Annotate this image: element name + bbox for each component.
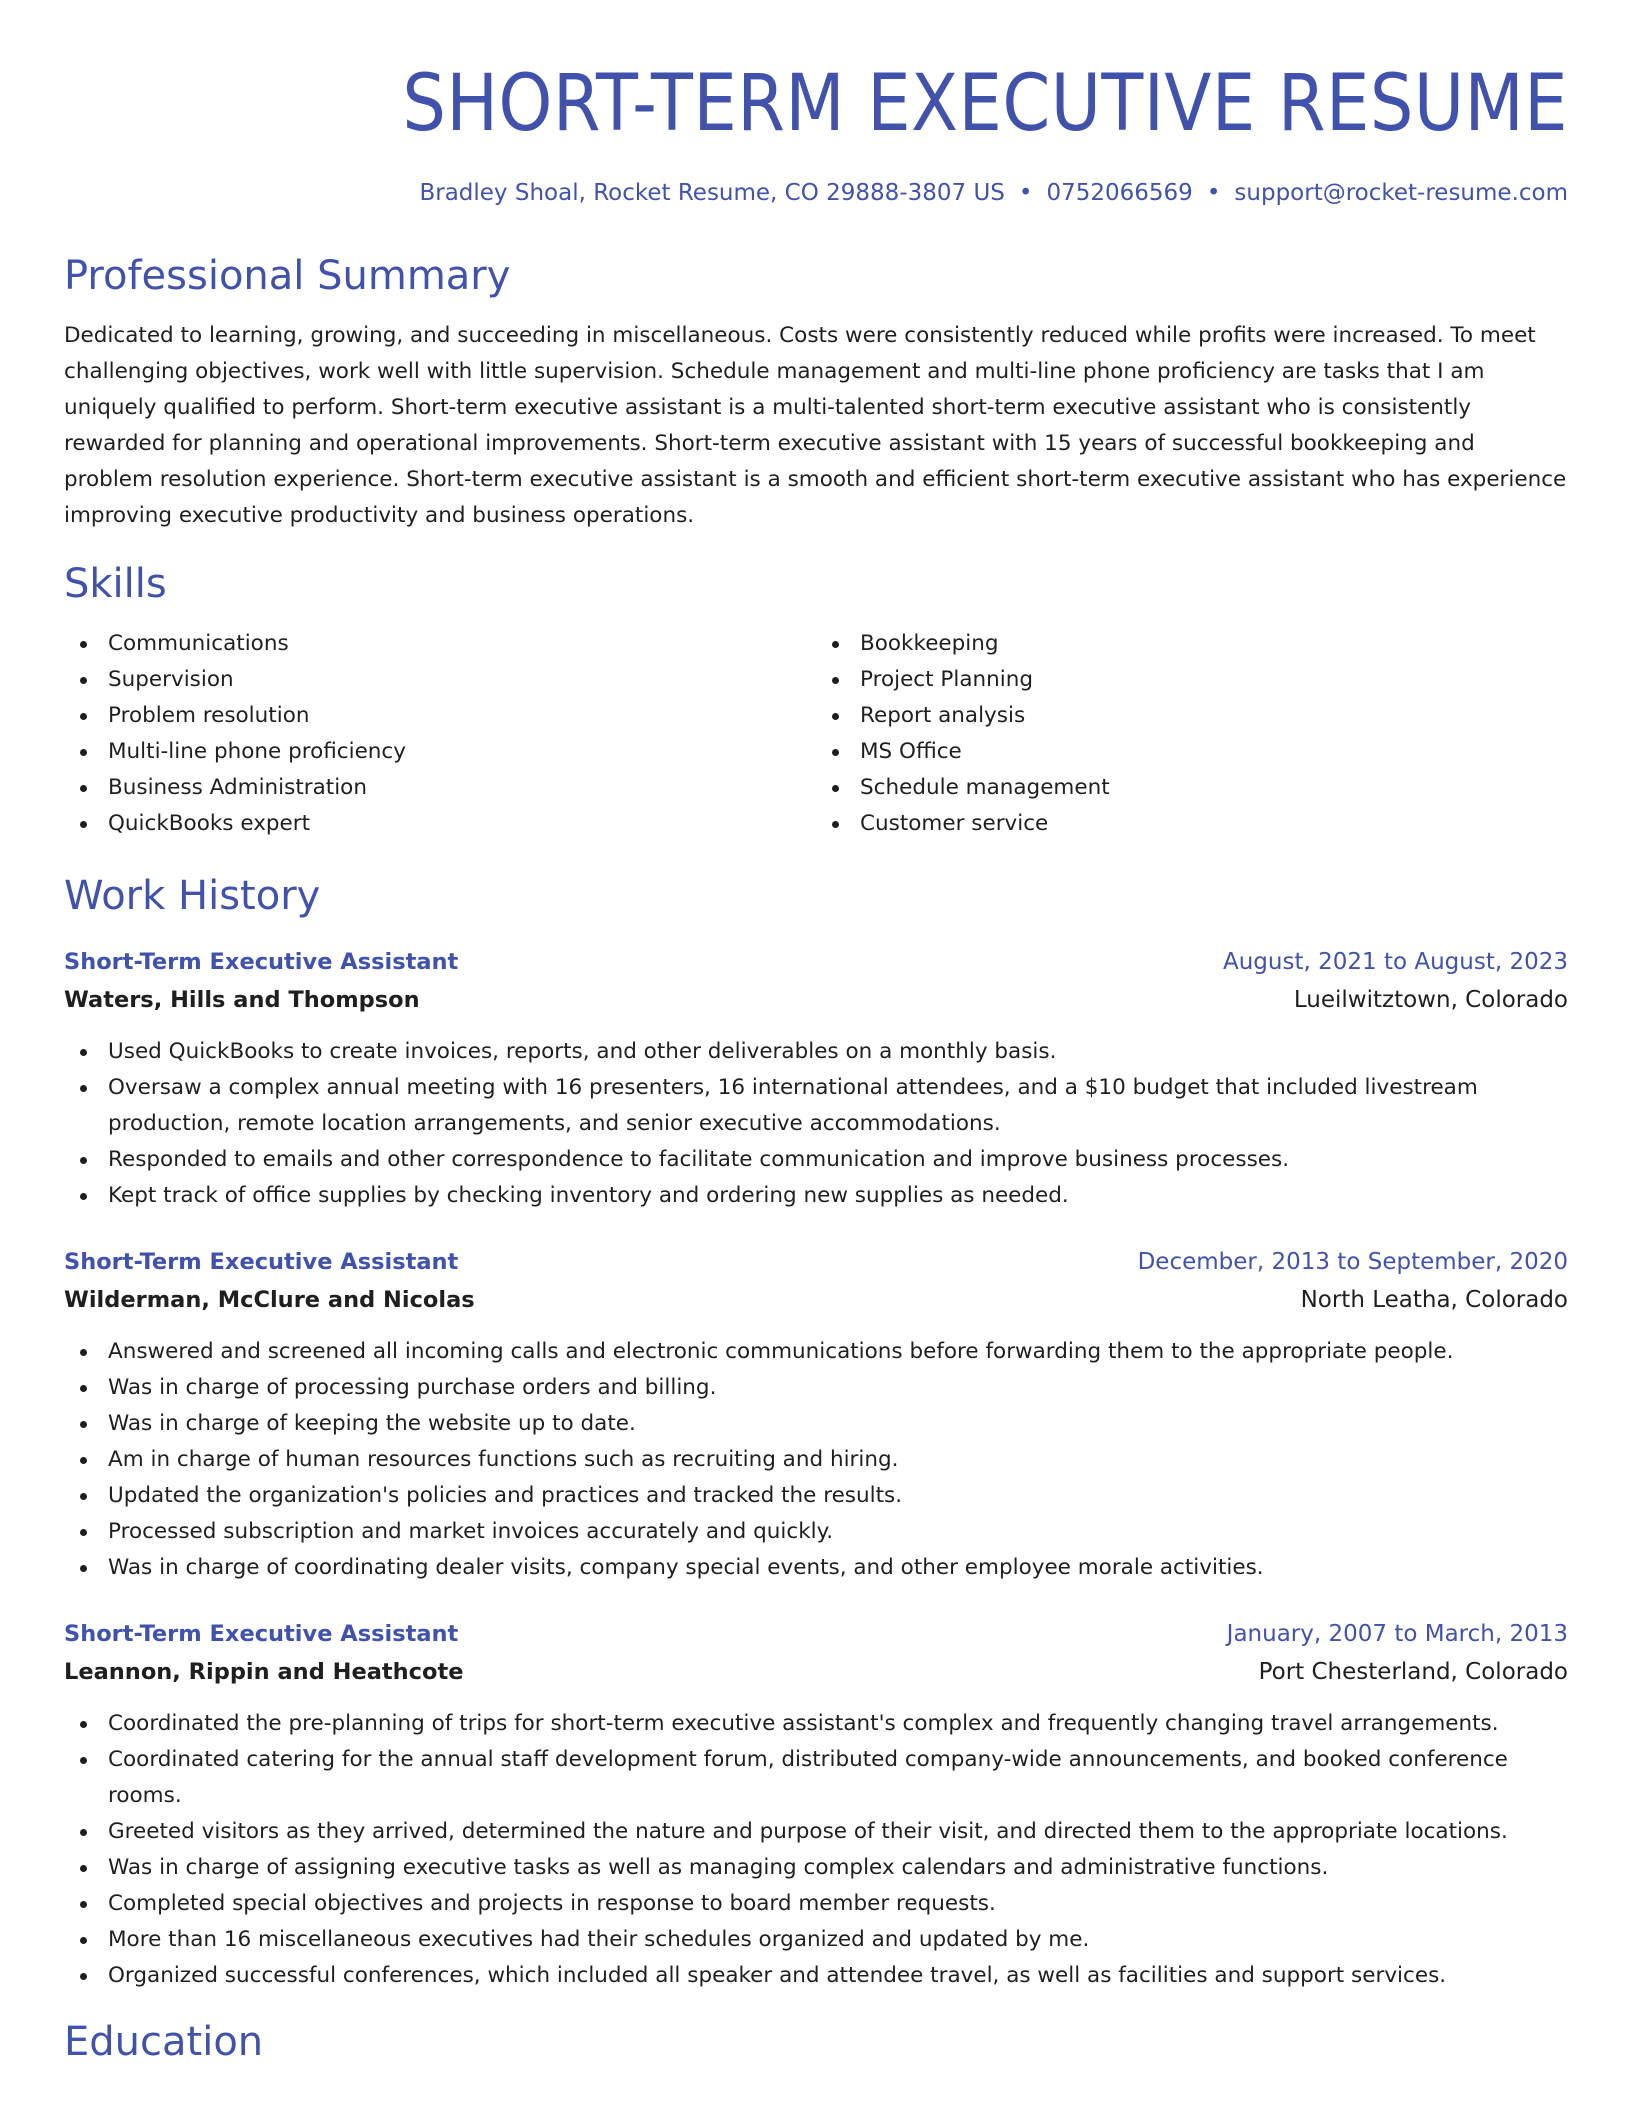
job-dates: December, 2013 to September, 2020 [1137, 1249, 1568, 1275]
skill-item: Report analysis [816, 698, 1568, 734]
resume-title: SHORT-TERM EXECUTIVE RESUME [402, 59, 1568, 149]
job-company-row [64, 1280, 1568, 1320]
skills-column-right [816, 626, 1568, 842]
contact-phone[interactable]: 0752066569 [1046, 180, 1193, 206]
summary-heading: Professional Summary [64, 253, 511, 299]
resume-header [64, 48, 1568, 208]
job-title-row [64, 1616, 1568, 1652]
skill-item: Multi-line phone proficiency [64, 734, 816, 770]
job-bullet: Oversaw a complex annual meeting with 16 presenters, 16 international attendees, and a $10 budget that included livestream production, remote location arrangements, and senior executive accommodations. [64, 1070, 1568, 1142]
contact-line [64, 178, 1568, 208]
job-bullets [64, 1334, 1568, 1586]
job-bullet: Answered and screened all incoming calls and electronic communications before forwarding them to the appropriate people. [64, 1334, 1568, 1370]
skill-item: Customer service [816, 806, 1568, 842]
job-bullet: Coordinated the pre-planning of trips for short-term executive assistant's complex and frequently changing travel arrangements. [64, 1706, 1568, 1742]
job-bullet: More than 16 miscellaneous executives had their schedules organized and updated by me. [64, 1922, 1568, 1958]
job-location: Port Chesterland, Colorado [1258, 1659, 1568, 1685]
job-title: Short-Term Executive Assistant [64, 949, 459, 975]
job-bullet: Am in charge of human resources functions such as recruiting and hiring. [64, 1442, 1568, 1478]
job-bullet: Completed special objectives and projects in response to board member requests. [64, 1886, 1568, 1922]
skill-item: Communications [64, 626, 816, 662]
education-heading: Education [64, 2019, 264, 2065]
job-company: Wilderman, McClure and Nicolas [64, 1287, 475, 1313]
job-bullets [64, 1034, 1568, 1214]
job-company: Waters, Hills and Thompson [64, 987, 420, 1013]
skill-item: QuickBooks expert [64, 806, 816, 842]
job-bullet: Was in charge of assigning executive tasks as well as managing complex calendars and administrative functions. [64, 1850, 1568, 1886]
job-location: Lueilwitztown, Colorado [1293, 987, 1568, 1013]
job-title: Short-Term Executive Assistant [64, 1249, 459, 1275]
contact-separator: • [1206, 180, 1221, 206]
work-history-heading: Work History [64, 873, 321, 919]
skills-heading: Skills [64, 561, 167, 607]
job-title-row [64, 944, 1568, 980]
job-entry [64, 1616, 1568, 1994]
skill-item: Problem resolution [64, 698, 816, 734]
job-bullet: Updated the organization's policies and practices and tracked the results. [64, 1478, 1568, 1514]
job-company: Leannon, Rippin and Heathcote [64, 1659, 464, 1685]
job-bullet: Greeted visitors as they arrived, determined the nature and purpose of their visit, and directed them to the appropriate locations. [64, 1814, 1568, 1850]
job-title: Short-Term Executive Assistant [64, 1621, 459, 1647]
job-bullet: Was in charge of coordinating dealer visits, company special events, and other employee morale activities. [64, 1550, 1568, 1586]
job-bullet: Kept track of office supplies by checking inventory and ordering new supplies as needed. [64, 1178, 1568, 1214]
contact-email[interactable]: support@rocket-resume.com [1234, 180, 1568, 206]
summary-text: Dedicated to learning, growing, and succeeding in miscellaneous. Costs were consistently reduced while profits were increased. To meet challenging objectives, work well with little supervision. Schedule management and multi-line phone proficiency are tasks that I am uniquely qualified to perform. Short-term executive assistant is a multi-talented short-term executive assistant who is consistently rewarded for planning and operational improvements. Short-term executive assistant with 15 years of successful bookkeeping and problem resolution experience. Short-term executive assistant is a smooth and efficient short-term executive assistant who has experience improving executive productivity and business operations. [64, 323, 1567, 528]
job-bullets [64, 1706, 1568, 1994]
contact-separator: • [1018, 180, 1033, 206]
job-bullet: Organized successful conferences, which included all speaker and attendee travel, as well as facilities and support services. [64, 1958, 1568, 1994]
job-location: North Leatha, Colorado [1300, 1287, 1568, 1313]
skills-column-left [64, 626, 816, 842]
job-dates: August, 2021 to August, 2023 [1223, 949, 1568, 975]
job-dates: January, 2007 to March, 2013 [1226, 1621, 1568, 1647]
job-title-row [64, 1244, 1568, 1280]
skill-item: Business Administration [64, 770, 816, 806]
job-entry [64, 1244, 1568, 1586]
job-company-row [64, 980, 1568, 1020]
job-company-row [64, 1652, 1568, 1692]
skill-item: Schedule management [816, 770, 1568, 806]
skill-item: Supervision [64, 662, 816, 698]
job-bullet: Coordinated catering for the annual staff development forum, distributed company-wide announcements, and booked conference rooms. [64, 1742, 1568, 1814]
job-bullet: Was in charge of keeping the website up to date. [64, 1406, 1568, 1442]
skill-item: Bookkeeping [816, 626, 1568, 662]
job-bullet: Used QuickBooks to create invoices, reports, and other deliverables on a monthly basis. [64, 1034, 1568, 1070]
job-bullet: Was in charge of processing purchase orders and billing. [64, 1370, 1568, 1406]
skill-item: MS Office [816, 734, 1568, 770]
job-bullet: Responded to emails and other correspondence to facilitate communication and improve business processes. [64, 1142, 1568, 1178]
skills-list [64, 626, 1568, 842]
skill-item: Project Planning [816, 662, 1568, 698]
job-bullet: Processed subscription and market invoices accurately and quickly. [64, 1514, 1568, 1550]
job-entry [64, 944, 1568, 1214]
contact-address: Bradley Shoal, Rocket Resume, CO 29888-3807 US [419, 180, 1005, 206]
